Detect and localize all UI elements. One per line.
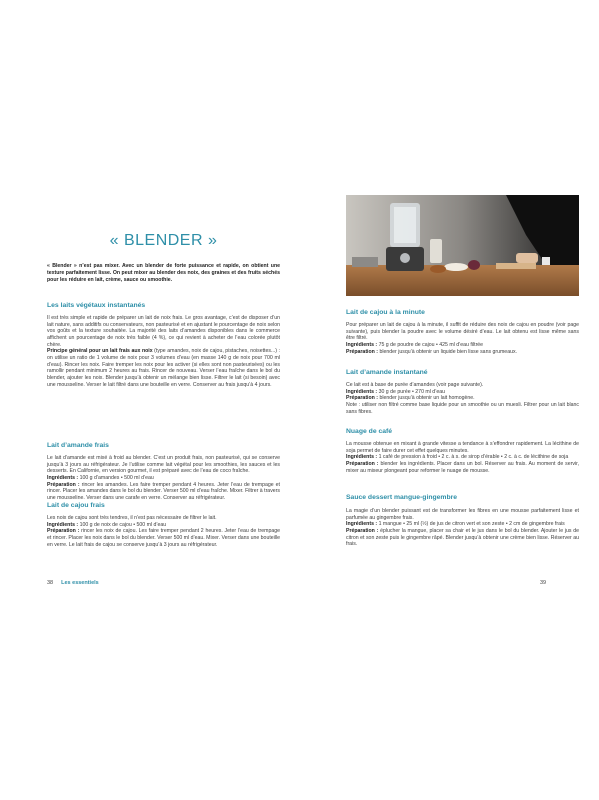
- ingredients-line: [47, 475, 280, 482]
- body-paragraph: La mousse obtenue en mixant à grande vitesse a tendance à s’effondrer rapidement. La lécithine de soja permet de faire durer cet effet quelques minutes.: [346, 441, 579, 454]
- blender-photo: [346, 195, 579, 296]
- ingredients-text: 1 mangue • 25 ml (½) de jus de citron vert et son zeste • 2 cm de gingembre frais: [377, 521, 565, 528]
- ingredients-label: Ingrédients :: [346, 454, 378, 461]
- ingredients-text: 100 g d’amandes • 500 ml d’eau: [78, 474, 154, 481]
- section-sauce-mangue: [346, 508, 579, 548]
- principle-label: Principe général pour un lait frais aux noix: [47, 348, 153, 355]
- preparation-line: [346, 461, 579, 474]
- preparation-text: blender jusqu’à obtenir un liquide bien lisse sans grumeaux.: [378, 348, 517, 355]
- blender-photo-illustration: [346, 195, 579, 296]
- ingredients-label: Ingrédients :: [346, 388, 378, 395]
- section-heading-amande-instantane: Lait d’amande instantané: [346, 369, 428, 376]
- right-footer: [540, 580, 546, 586]
- ingredients-label: Ingrédients :: [47, 521, 79, 528]
- preparation-text: rincer les noix de cajou. Les faire tremper pendant 2 heures. Jeter l’eau de trempage et rincer. Placer les noix dans le bol du blender. Verser 500 ml d’eau. Mixer. Verser dans une bouteille en verre. Le lait frais de cajou se conserve jusqu’à 3 jours au réfrigérateur.: [47, 528, 281, 548]
- section-heading-cajou-minute: Lait de cajou à la minute: [346, 309, 425, 316]
- section-heading-laits-vegetaux: Les laits végétaux instantanés: [47, 302, 146, 309]
- ingredients-line: [346, 389, 579, 396]
- ingredients-line: [346, 521, 579, 528]
- section-heading-lait-cajou: Lait de cajou frais: [47, 502, 105, 509]
- section-heading-nuage-cafe: Nuage de café: [346, 428, 393, 435]
- preparation-line: [346, 395, 579, 402]
- section-laits-vegetaux: [47, 315, 280, 388]
- preparation-text: blender les ingrédients. Placer dans un bol. Réserver au frais. Au moment de servir, mixer au mixeur plongeant pour reformer le nuage de mousse.: [346, 460, 579, 474]
- section-lait-cajou: [47, 515, 280, 548]
- ingredients-label: Ingrédients :: [346, 521, 378, 528]
- page-title: « BLENDER »: [109, 232, 218, 249]
- principle-paragraph: [47, 348, 280, 388]
- left-footer: [47, 580, 99, 586]
- preparation-text: éplucher la mangue, placer sa chair et le jus dans le bol du blender. Ajouter le jus de citron et son zeste puis le gingembre râpé. Blender jusqu’à obtenir une crème bien lisse. Réserver au frais.: [346, 527, 579, 548]
- section-heading-lait-amande: Lait d’amande frais: [47, 442, 109, 449]
- preparation-text: blender jusqu’à obtenir un lait homogène.: [378, 395, 475, 402]
- body-paragraph: Il est très simple et rapide de préparer un lait de noix frais. Le gros avantage, c’est de disposer d’un lait nature, sans additifs ou conservateurs, non pasteurisé et en ajustant le pourcentage de noix selon vos goûts et la texture souhaitée. La majorité des laits d’amandes disponibles dans le commerce affichent un pourcentage de noix très faible (4 %), ce qui revient à acheter de l’eau colorée plutôt chère.: [47, 315, 281, 348]
- principle-text: (type amandes, noix de cajou, pistaches, noisettes...) : on utilise un ratio de 1 volume de noix pour 3 volumes d’eau (en masse 140 g de noix pour 700 ml d’eau). Rincer les noix. Faire tremper les noix pour les activer (si elles sont non pasteurisées) ou les ramollir pendant minimum 2 heures au frais. Rincer de nouveau. Verser l’eau fraîche dans le bol du blender, ajouter les noix. Blender jusqu’à obtenir un mélange bien lisse. Filtrer le lait (si besoin) avec une mousseline. Verser le lait filtré dans une bouteille en verre. Conserver au frais jusqu’à 4 jours.: [47, 348, 280, 388]
- ingredients-text: 30 g de purée • 270 ml d’eau: [377, 388, 446, 395]
- body-paragraph: Pour préparer un lait de cajou à la minute, il suffit de réduire des noix de cajou en poudre (voir page suivante), puis blender la poudre avec le volume désiré d’eau. Le lait obtenu est lisse même sans être filtré.: [346, 322, 579, 342]
- ingredients-label: Ingrédients :: [346, 341, 378, 348]
- intro-paragraph: « Blender » n’est pas mixer. Avec un blender de forte puissance et rapide, on obtient une texture parfaitement lisse. On peut mixer au blender des noix, des graines et des fruits séchés pour les réduire en lait, crème, sauce ou smoothie.: [47, 263, 280, 284]
- preparation-label: Préparation :: [346, 348, 378, 355]
- preparation-text: rincer les amandes. Les faire tremper pendant 4 heures. Jeter l’eau de trempage et rincer. Placer les amandes dans le bol du blender. Verser 500 ml d’eau fraîche. Mixer. Filtrer à travers une mousseline. Verser dans une carafe en verre. Conserver au réfrigérateur.: [47, 481, 280, 501]
- section-heading-sauce-mangue: Sauce dessert mangue-gingembre: [346, 494, 458, 501]
- body-paragraph: Les noix de cajou sont très tendres, il n’est pas nécessaire de filtrer le lait.: [47, 515, 217, 521]
- ingredients-text: 75 g de poudre de cajou • 425 ml d’eau filtrée: [377, 341, 484, 348]
- preparation-line: [47, 482, 280, 502]
- preparation-line: [346, 349, 579, 356]
- section-cajou-minute: [346, 322, 579, 355]
- page-number: 39: [540, 580, 547, 586]
- body-paragraph: La magie d’un blender puissant est de transformer les fibres en une mousse parfaitement lisse et parfumée au gingembre frais.: [346, 508, 579, 521]
- preparation-label: Préparation :: [346, 527, 379, 534]
- section-name: Les essentiels: [61, 580, 99, 586]
- preparation-label: Préparation :: [346, 395, 378, 402]
- preparation-label: Préparation :: [47, 528, 80, 535]
- ingredients-line: [346, 342, 579, 349]
- preparation-label: Préparation :: [346, 460, 379, 467]
- body-paragraph: Ce lait est à base de purée d’amandes (voir page suivante).: [346, 382, 484, 388]
- note-paragraph: Note : utiliser non filtré comme base liquide pour un smoothie ou un muesli. Filtrer pour un lait blanc sans fibres.: [346, 401, 579, 415]
- right-page: [300, 0, 599, 800]
- ingredients-line: [346, 454, 579, 461]
- preparation-label: Préparation :: [47, 481, 80, 488]
- ingredients-text: 1 café de pression à froid • 2 c. à s. de sirop d’érable • 2 c. à c. de lécithine de soja: [377, 454, 569, 461]
- section-amande-instantane: [346, 382, 579, 415]
- preparation-line: [47, 528, 280, 548]
- ingredients-label: Ingrédients :: [47, 474, 79, 481]
- section-lait-amande: [47, 455, 280, 502]
- ingredients-text: 100 g de noix de cajou • 500 ml d’eau: [78, 521, 167, 528]
- body-paragraph: Le lait d’amande est mixé à froid au blender. C’est un produit frais, non pasteurisé, qui se conserve jusqu’à 3 jours au réfrigérateur. Je l’utilise comme lait végétal pour les smoothies, les sauces et les desserts. En Californie, en version gourmet, il est préparé avec de l’eau de coco fraîche.: [47, 455, 280, 475]
- page-number: 38: [47, 580, 54, 586]
- ingredients-line: [47, 522, 280, 529]
- section-nuage-cafe: [346, 441, 579, 474]
- preparation-line: [346, 528, 579, 548]
